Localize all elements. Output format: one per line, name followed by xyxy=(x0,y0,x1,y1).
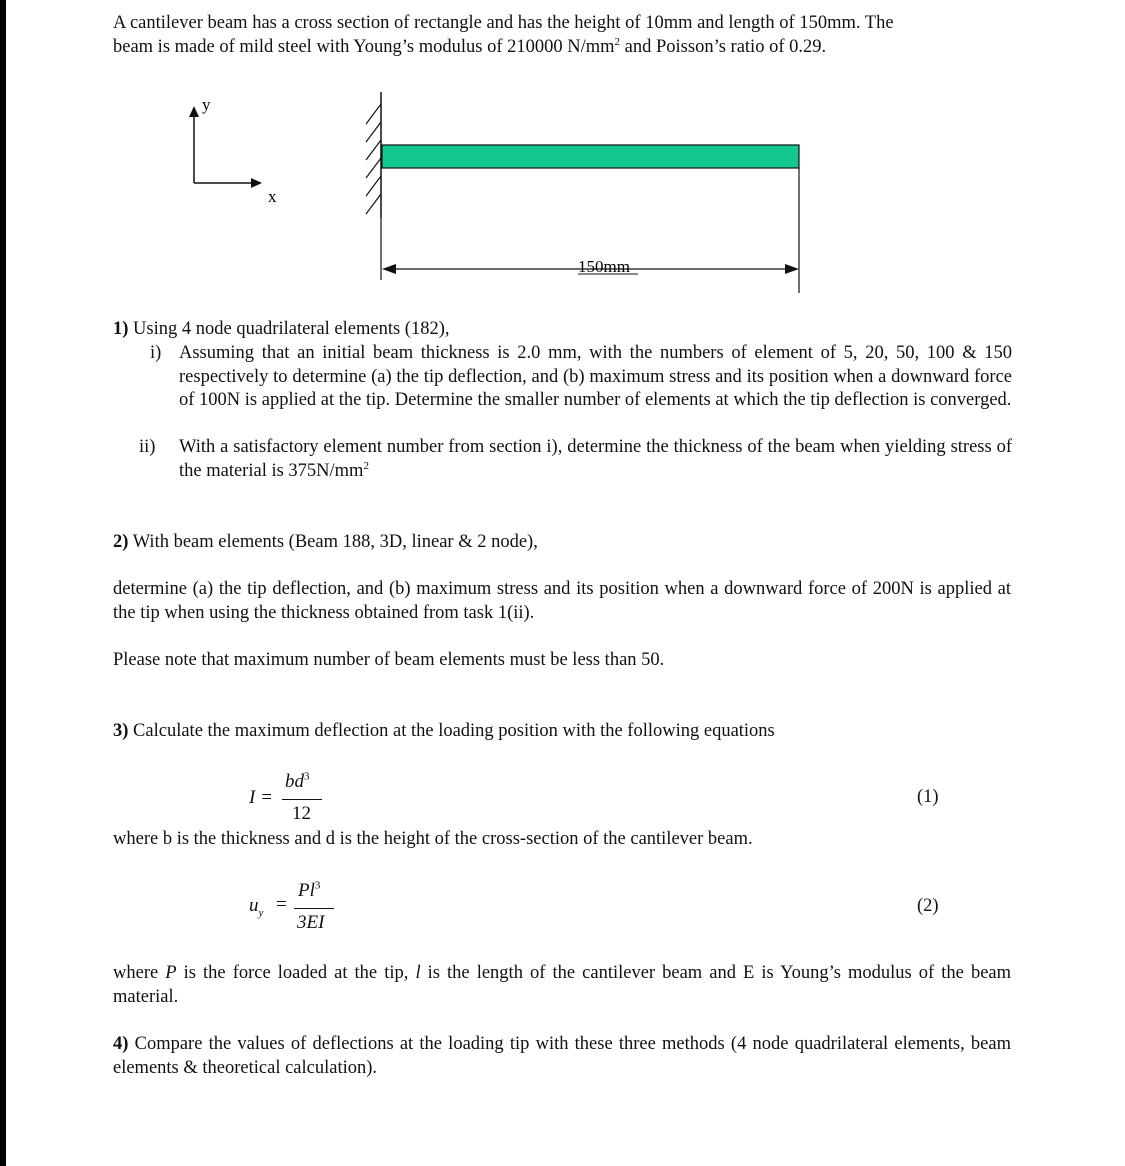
axis-x-label: x xyxy=(268,187,277,206)
q3-heading: 3) Calculate the maximum deflection at the loading position with the following equations xyxy=(113,721,775,741)
eq1-denominator: 12 xyxy=(292,803,311,824)
eq2-lhs: $u_y$ xyxy=(249,895,264,919)
intro-line-1: A cantilever beam has a cross section of rectangle and has the height of 10mm and length of 150mm. The xyxy=(113,13,894,33)
axis-y-label: y xyxy=(202,95,211,114)
eq2-equals: = xyxy=(276,894,287,915)
q4-paragraph: 4) Compare the values of deflections at the loading tip with these three methods (4 node quadrilateral elements, beam elements & theoretical calculation). xyxy=(113,1034,1011,1078)
eq2-number: (2) xyxy=(917,896,939,916)
beam-body xyxy=(382,145,799,168)
cantilever-diagram xyxy=(0,0,1125,320)
q1-item-i-number: i) xyxy=(150,343,162,363)
eq1-number: (1) xyxy=(917,787,939,807)
q1-item-ii-text: With a satisfactory element number from section i), determine the thickness of the beam when yielding stress of the material is $375N/mm^2$ xyxy=(179,437,1012,481)
eq2-denominator: 3EI xyxy=(297,912,325,933)
q2-body: determine (a) the tip deflection, and (b) maximum stress and its position when a downward force of 200N is applied at the tip when using the thickness obtained from task 1(ii). xyxy=(113,579,1011,623)
eq2-description: where P is the force loaded at the tip, l is the length of the cantilever beam and E is Young’s modulus of the beam material. xyxy=(113,963,1012,1007)
length-label: 150mm xyxy=(578,257,630,276)
eq1-lhs: I = xyxy=(249,787,273,808)
axes-icon xyxy=(189,106,262,188)
intro-line-2: beam is made of mild steel with Young’s modulus of 210000 $N/mm^2$ and Poisson’s ratio of 0.29. xyxy=(113,35,827,57)
q1-heading: 1) Using 4 node quadrilateral elements (182), xyxy=(113,319,450,339)
fixed-support-icon xyxy=(366,92,381,218)
eq1-fraction-bar xyxy=(282,799,322,800)
q1-item-ii-number: ii) xyxy=(139,437,156,457)
eq2-fraction-bar xyxy=(294,908,334,909)
eq1-numerator: $bd^3$ xyxy=(285,770,310,792)
eq2-numerator: Pl$^3$ xyxy=(298,879,321,901)
q1-item-ii xyxy=(139,436,1012,483)
q2-note: Please note that maximum number of beam elements must be less than 50. xyxy=(113,650,665,670)
q1-item-i-text: Assuming that an initial beam thickness is 2.0 mm, with the numbers of element of 5, 20, 50, 100 & 150 respectively to determine (a) the tip deflection, and (b) maximum stress and its position when a downward force of 100N is applied at the tip. Determine the smaller number of elements at which the tip deflection is converged. xyxy=(179,343,1012,410)
eq1-description: where b is the thickness and d is the height of the cross-section of the cantilever beam. xyxy=(113,829,753,849)
q1-item-i xyxy=(150,342,1012,413)
q2-heading: 2) With beam elements (Beam 188, 3D, linear & 2 node), xyxy=(113,532,538,552)
